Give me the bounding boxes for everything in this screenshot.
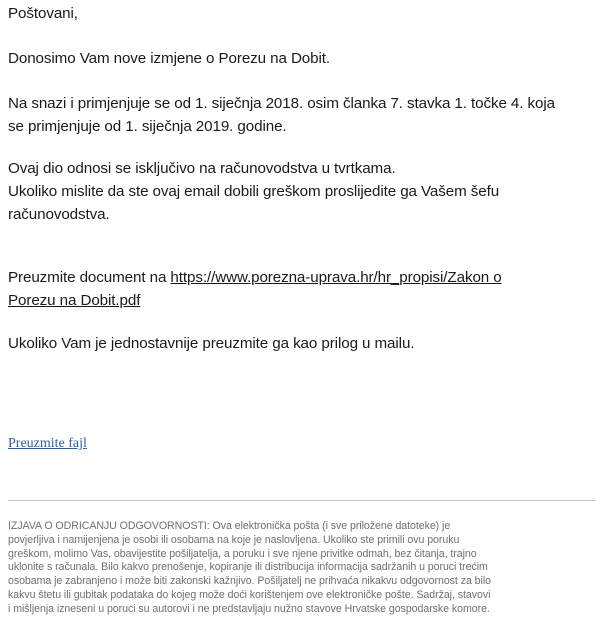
effective-date-paragraph <box>8 92 555 138</box>
greeting: Poštovani, <box>8 5 78 22</box>
disclaimer-text <box>8 520 592 617</box>
disclaimer-line: IZJAVA O ODRICANJU ODGOVORNOSTI: Ova elektronička pošta (i sve priložene datoteke) je <box>8 520 451 532</box>
scope-line-2: Ukoliko mislite da ste ovaj email dobili greškom proslijedite ga Vašem šefu <box>8 183 500 200</box>
effective-date-line-2: se primjenjuje od 1. siječnja 2019. godine. <box>8 118 287 135</box>
disclaimer-line: kakvu štetu ili gubitak podataka do kojeg može doći korištenjem ove elektroničke pošte. Sadržaj, stavovi <box>8 588 491 601</box>
disclaimer-line: povjerljiva i namijenjena je osobi ili osobama na koje je naslovljena. Ukoliko ste primili ovu poruku <box>8 533 460 546</box>
scope-paragraph <box>8 157 499 226</box>
intro-paragraph: Donosimo Vam nove izmjene o Porezu na Dobit. <box>8 50 331 67</box>
download-paragraph <box>8 266 502 312</box>
download-file-link[interactable]: Preuzmite fajl <box>8 436 87 451</box>
document-url-link-continued[interactable]: Porezu na Dobit.pdf <box>8 292 141 309</box>
document-url-link[interactable]: https://www.porezna-uprava.hr/hr_propisi/Zakon o <box>170 269 502 286</box>
attachment-note: Ukoliko Vam je jednostavnije preuzmite ga kao prilog u mailu. <box>8 335 415 352</box>
disclaimer-line: greškom, molimo Vas, obavijestite pošiljatelja, a poruku i sve njene privitke odmah, bez čitanja, trajno <box>8 547 477 560</box>
disclaimer-line: osobama je zabranjeno i može biti zakonski kažnjivo. Pošiljatelj ne prihvaća nikakvu odgovornost za bilo <box>8 575 491 588</box>
scope-line-3: računovodstva. <box>8 206 110 223</box>
email-body <box>8 0 596 629</box>
download-prefix: Preuzmite document na <box>8 269 171 286</box>
signature-divider <box>8 500 596 501</box>
disclaimer-line: i mišljenja izneseni u poruci su autorovi i ne predstavljaju nužno stavove Hrvatske gospodarske komore. <box>8 602 490 615</box>
scope-line-1: Ovaj dio odnosi se isključivo na računovodstva u tvrtkama. <box>8 160 396 177</box>
disclaimer-line: uklonite s računala. Bilo kakvo prenošenje, kopiranje ili distribucija informacija sadržanih u poruci trećim <box>8 561 488 574</box>
effective-date-line-1: Na snazi i primjenjuje se od 1. siječnja 2018. osim članka 7. stavka 1. točke 4. koja <box>8 95 555 112</box>
